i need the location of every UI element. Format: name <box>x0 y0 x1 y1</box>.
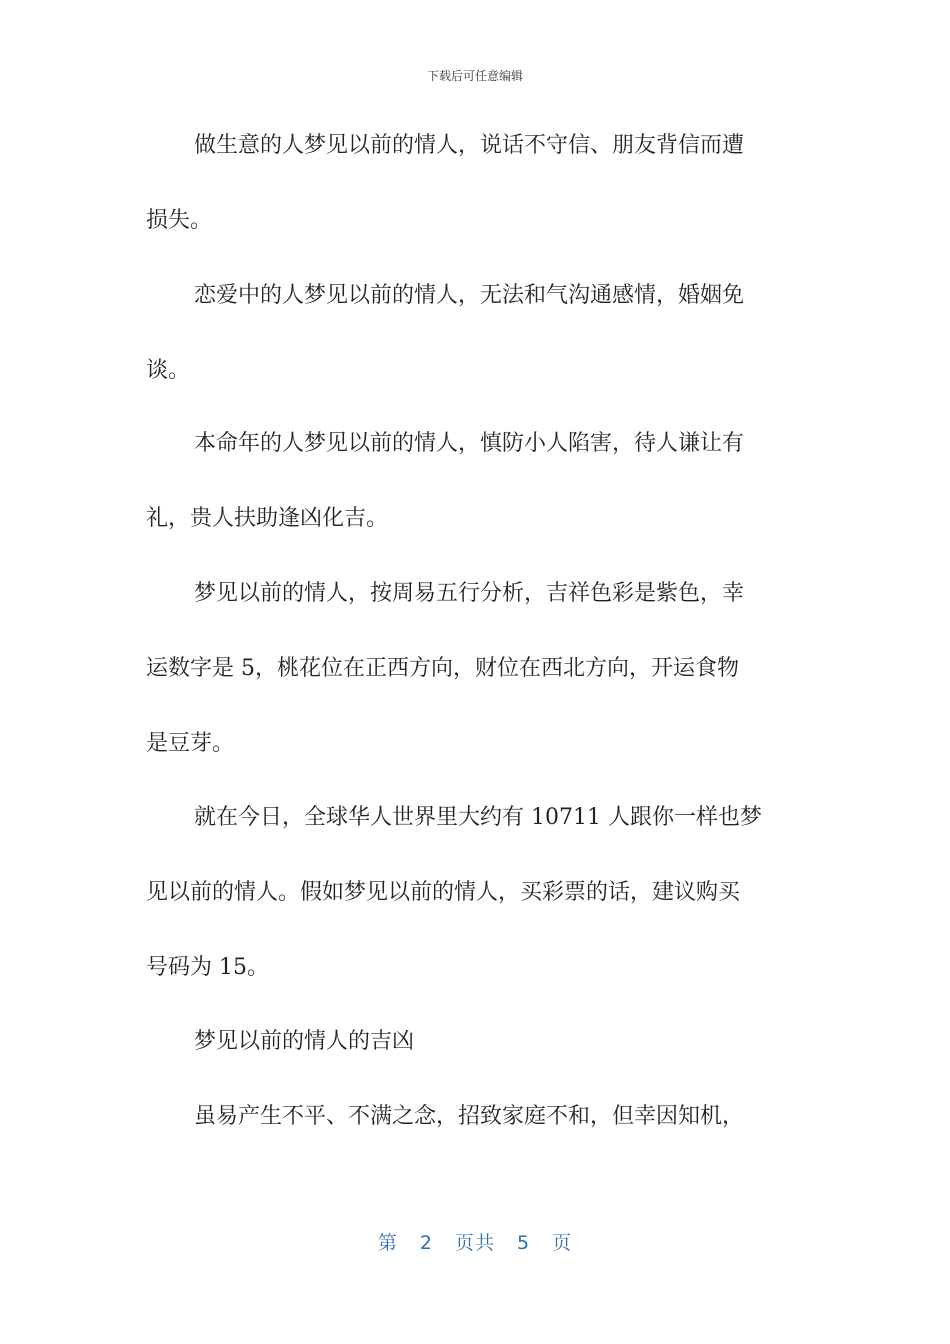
page-label-mid: 页共 <box>454 1232 495 1254</box>
page-footer <box>0 1228 950 1255</box>
paragraph-line: 是豆芽。 <box>146 731 235 756</box>
paragraph-line: 做生意的人梦见以前的情人，说话不守信、朋友背信而遭 <box>194 133 745 158</box>
paragraph-line: 见以前的情人。假如梦见以前的情人，买彩票的话，建议购买 <box>146 880 741 905</box>
paragraph-line: 礼，贵人扶助逢凶化吉。 <box>146 506 389 531</box>
total-pages-number: 5 <box>517 1232 531 1254</box>
paragraph-line: 运数字是 5，桃花位在正西方向，财位在西北方向，开运食物 <box>146 656 739 681</box>
paragraph-line: 号码为 15。 <box>146 955 269 980</box>
paragraph-line: 就在今日，全球华人世界里大约有 10711 人跟你一样也梦 <box>194 805 762 830</box>
paragraph-line: 恋爱中的人梦见以前的情人，无法和气沟通感情，婚姻免 <box>194 283 745 308</box>
current-page-number: 2 <box>419 1232 433 1254</box>
paragraph-line: 损失。 <box>146 208 213 233</box>
page-header: 下载后可任意编辑 <box>426 69 523 83</box>
paragraph-line: 梦见以前的情人，按周易五行分析，吉祥色彩是紫色，幸 <box>194 581 745 606</box>
paragraph-line: 虽易产生不平、不满之念，招致家庭不和，但幸因知机， <box>194 1104 745 1129</box>
paragraph-line: 谈。 <box>146 358 191 383</box>
page-label-prefix: 第 <box>377 1232 398 1254</box>
paragraph-line: 本命年的人梦见以前的情人，慎防小人陷害，待人谦让有 <box>194 431 745 456</box>
section-heading: 梦见以前的情人的吉凶 <box>194 1029 415 1054</box>
page-label-suffix: 页 <box>552 1232 573 1254</box>
